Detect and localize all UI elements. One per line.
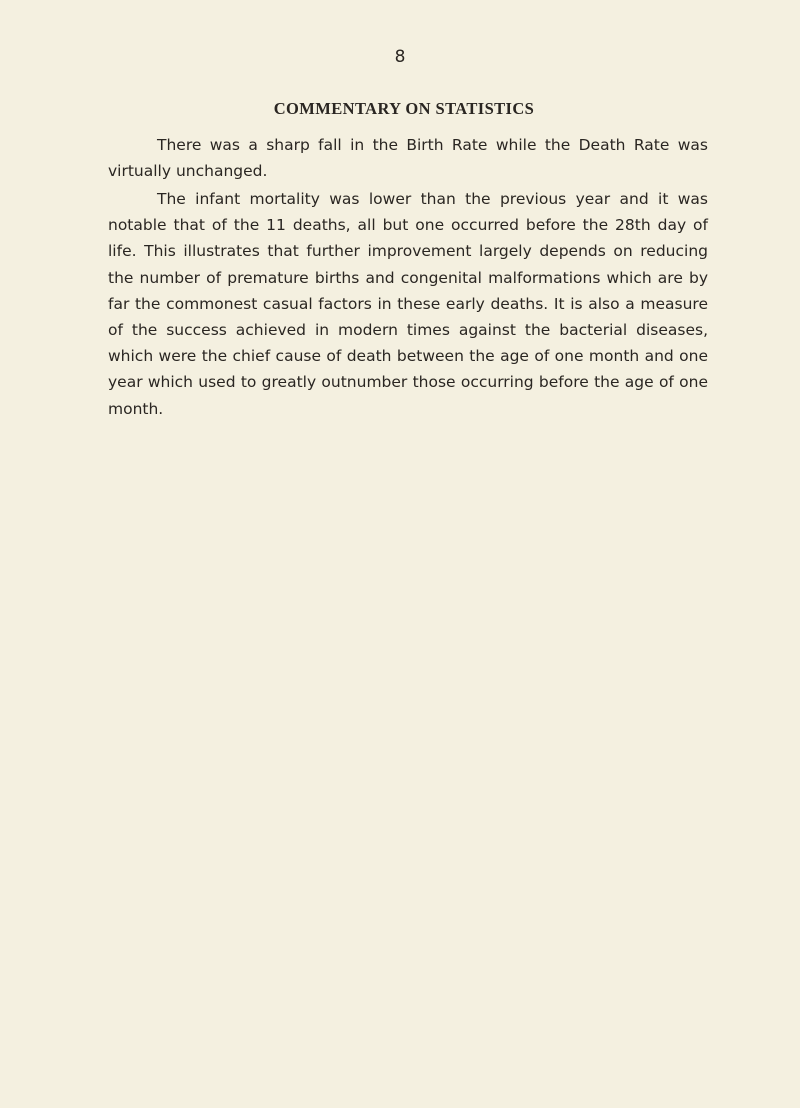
paragraph-text: There was a sharp fall in the Birth Rate while the Death Rate was virtually unchanged. — [108, 136, 708, 181]
paragraph-infant-mortality — [108, 186, 708, 422]
section-heading: COMMENTARY ON STATISTICS — [273, 99, 535, 118]
paragraph-birth-death-rate — [108, 132, 708, 184]
page-number: 8 — [394, 47, 406, 67]
paragraph-text: The infant mortality was lower than the previous year and it was notable that of the 11 deaths, all but one occurred before the 28th day of life. This illustrates that further improvement largely depends on reducing the number of premature births and congenital malformations which are by far the commonest casual factors in these early deaths. It is also a measure of the success achieved in modern times against the bacterial diseases, which were the chief cause of death between the age of one month and one year which used to greatly outnumber those occurring before the age of one month. — [108, 190, 708, 418]
